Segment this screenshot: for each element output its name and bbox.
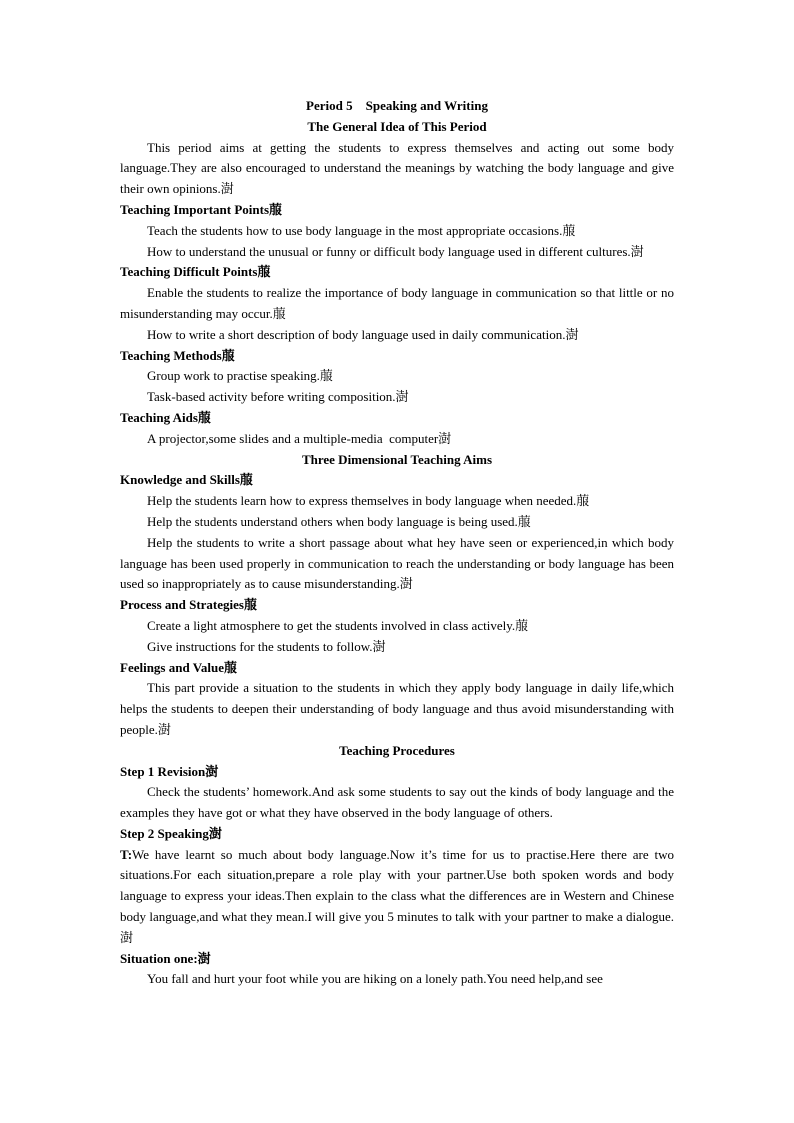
difficult-point-2: How to write a short description of body language used in daily communication.澍 <box>147 326 579 342</box>
method-1: Group work to practise speaking.菔 <box>147 368 333 384</box>
process-heading: Process and Strategies菔 <box>120 597 257 613</box>
document-page <box>120 96 674 990</box>
important-points-heading: Teaching Important Points菔 <box>120 201 283 217</box>
title-general-idea: The General Idea of This Period <box>307 118 487 134</box>
step1-text: Check the students’ homework.And ask some students to say out the kinds of body language and the examples they have got or what they have observed in the body language of others. <box>120 784 674 821</box>
procedures-title: Teaching Procedures <box>339 742 455 758</box>
situation-one-text: You fall and hurt your foot while you are hiking on a lonely path.You need help,and see <box>147 971 603 987</box>
knowledge-1: Help the students learn how to express themselves in body language when needed.菔 <box>147 493 590 509</box>
step2-heading: Step 2 Speaking澍 <box>120 825 222 841</box>
difficult-point-1: Enable the students to realize the importance of body language in communication so that little or no misunderstanding may occur.菔 <box>120 285 674 321</box>
three-dimensional-title: Three Dimensional Teaching Aims <box>301 451 493 467</box>
situation-one-heading: Situation one:澍 <box>120 950 211 966</box>
title-period: Period 5 Speaking and Writing <box>306 98 488 113</box>
step2-text: We have learnt so much about body language.Now it’s time for us to practise.Here there are two situations.For each situation,prepare a role play with your partner.Use both spoken words and body language to express your ideas.Then explain to the class what the differences are in Western and Chinese body language,and what they mean.I will give you 5 minutes to talk with your partner to make a dialogue.澍 <box>120 846 674 945</box>
aids-heading: Teaching Aids菔 <box>120 409 211 425</box>
process-2: Give instructions for the students to follow.澍 <box>147 638 386 654</box>
methods-heading: Teaching Methods菔 <box>120 347 235 363</box>
difficult-points-heading: Teaching Difficult Points菔 <box>120 264 271 280</box>
knowledge-3: Help the students to write a short passage about what hey have seen or experienced,in which body language has been used properly in communication to reach the understanding or body language has been used so inappropriately as to cause misunderstanding.澍 <box>120 534 674 592</box>
important-point-1: Teach the students how to use body language in the most appropriate occasions.菔 <box>147 222 576 238</box>
general-idea-paragraph: This period aims at getting the students to express themselves and acting out some body language.They are also encouraged to understand the meanings by watching the body language and give their own opinions.澍 <box>120 139 674 197</box>
important-point-2: How to understand the unusual or funny or difficult body language used in different cultures.澍 <box>147 243 644 259</box>
step2-paragraph <box>120 845 674 949</box>
feelings-heading: Feelings and Value菔 <box>120 659 238 675</box>
step1-heading: Step 1 Revision澍 <box>120 763 219 779</box>
method-2: Task-based activity before writing composition.澍 <box>147 389 409 405</box>
process-1: Create a light atmosphere to get the students involved in class actively.菔 <box>147 617 529 633</box>
teacher-label: T: <box>120 846 133 862</box>
knowledge-heading: Knowledge and Skills菔 <box>120 472 253 488</box>
feelings-1: This part provide a situation to the students in which they apply body language in daily life,which helps the students to deepen their understanding of body language and thus avoid misunderstanding with people.澍 <box>120 680 674 737</box>
aid-1: A projector,some slides and a multiple-media computer澍 <box>147 430 452 446</box>
knowledge-2: Help the students understand others when body language is being used.菔 <box>147 513 531 529</box>
